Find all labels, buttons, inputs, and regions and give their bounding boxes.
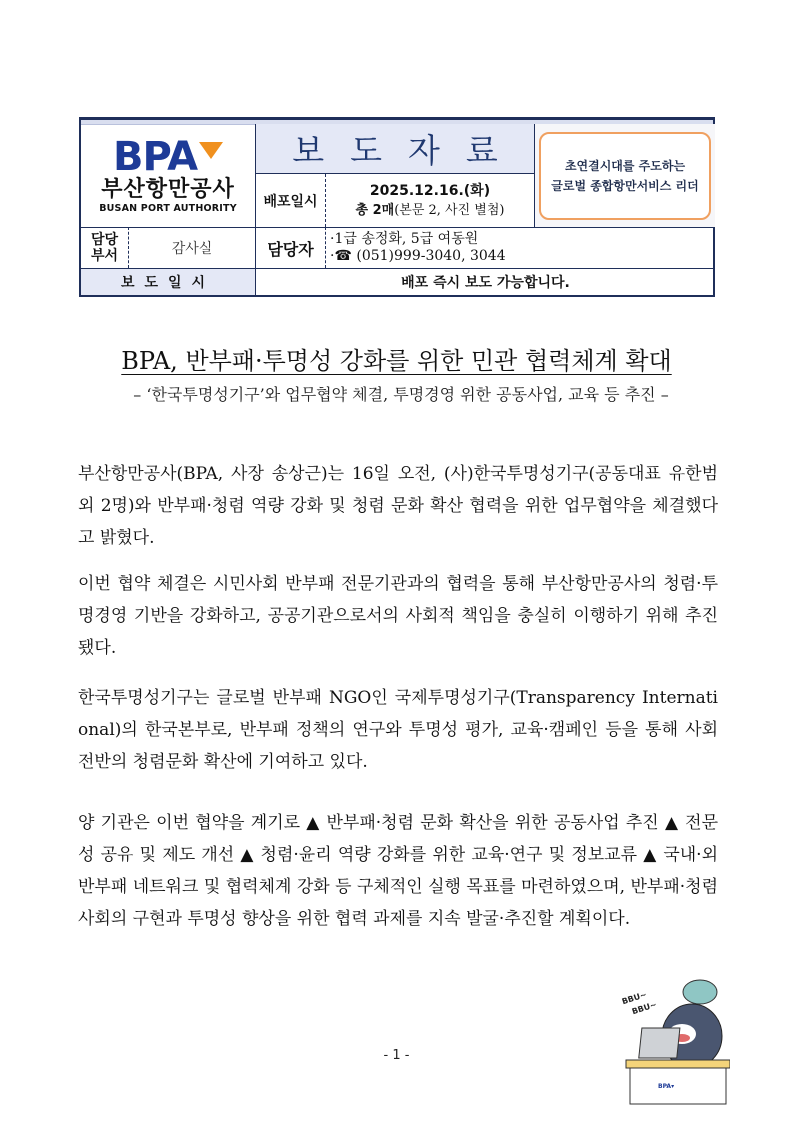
logo-cell <box>81 124 256 227</box>
subheadline: – ‘한국투명성기구’와 업무협약 체결, 투명경영 위한 공동사업, 교육 등 추진 – <box>133 385 669 404</box>
svg-text:BPA▾: BPA▾ <box>658 1083 675 1090</box>
contact-names: ·1급 송정화, 5급 여동원 <box>330 231 479 247</box>
logo-name-korean: 부산항만공사 <box>101 176 235 202</box>
mascot-illustration <box>620 970 730 1110</box>
bpa-logo-mark: BPA <box>112 133 198 180</box>
distribution-date: 2025.12.16.(화) <box>369 182 491 199</box>
release-value: 배포 즉시 보도 가능합니다. <box>256 268 715 295</box>
logo-name-english: BUSAN PORT AUTHORITY <box>99 202 237 214</box>
distribution-pages <box>356 201 505 221</box>
paragraph-4: 양 기관은 이번 협약을 계기로 ▲ 반부패·청렴 문화 확산을 위한 공동사업 추진 ▲ 전문성 공유 및 제도 개선 ▲ 청렴·윤리 역량 강화를 위한 교육·연구 및 정보교류 ▲ 국내·외 반부패 네트워크 및 협력체계 강화 등 구체적인 실행 목표를 마련하였으며, 반부패·청렴사회의 구현과 투명성 향상을 위한 협력 과제를 지속 발굴·추진할 계획이다. <box>78 813 718 929</box>
distribution-label: 배포일시 <box>256 174 326 227</box>
paragraph-3: 한국투명성기구는 글로벌 반부패 NGO인 국제투명성기구(Transparency International)의 한국본부로, 반부패 정책의 연구와 투명성 평가, 교육·캠페인 등을 통해 사회 전반의 청렴문화 확산에 기여하고 있다. <box>78 688 718 772</box>
department-value: 감사실 <box>129 227 256 268</box>
headline-text: BPA, 반부패·투명성 강화를 위한 민관 협력체계 확대 <box>121 347 672 375</box>
svg-text:BBU~: BBU~ <box>630 999 658 1017</box>
contact-phone-row: ·☎ (051)999-3040, 3044 <box>330 248 506 264</box>
department-label <box>81 227 129 268</box>
paragraph-1: 부산항만공사(BPA, 사장 송상근)는 16일 오전, (사)한국투명성기구(공동대표 유한범 외 2명)와 반부패·청렴 역량 강화 및 청렴 문화 확산 협력을 위한 업무협약을 체결했다고 밝혔다. <box>78 464 718 548</box>
doc-type-cell <box>256 124 534 174</box>
svg-text:BBU~: BBU~ <box>620 989 648 1007</box>
distribution-value <box>326 174 534 227</box>
release-label: 보도일시 <box>81 268 256 295</box>
slogan-cell <box>534 124 715 227</box>
contact-label: 담당자 <box>256 227 326 268</box>
paragraph-2: 이번 협약 체결은 시민사회 반부패 전문기관과의 협력을 통해 부산항만공사의 청렴·투명경영 기반을 강화하고, 공공기관으로서의 사회적 책임을 충실히 이행하기 위해 추진됐다. <box>78 574 718 658</box>
press-release-header-table <box>79 117 715 297</box>
bpa-logo <box>112 133 223 180</box>
pages-detail: (본문 2, 사진 별첨) <box>394 202 505 218</box>
slogan-box <box>539 132 711 220</box>
slogan-line-1: 초연결시대를 주도하는 <box>564 158 686 173</box>
page-number: - 1 - <box>383 1048 410 1063</box>
slogan-line-2: 글로벌 종합항만서비스 리더 <box>551 178 699 193</box>
department-label-line1: 담당 <box>90 232 119 248</box>
phone-icon: ☎ <box>334 248 352 264</box>
logo-triangle-icon <box>199 142 223 159</box>
doc-type-title: 보도자료 <box>292 131 524 170</box>
contact-phone: (051)999-3040, 3044 <box>356 248 506 264</box>
department-label-line2: 부서 <box>90 248 119 264</box>
pages-count: 총 2매 <box>355 202 395 218</box>
contact-value <box>326 227 715 268</box>
headline <box>0 341 793 376</box>
